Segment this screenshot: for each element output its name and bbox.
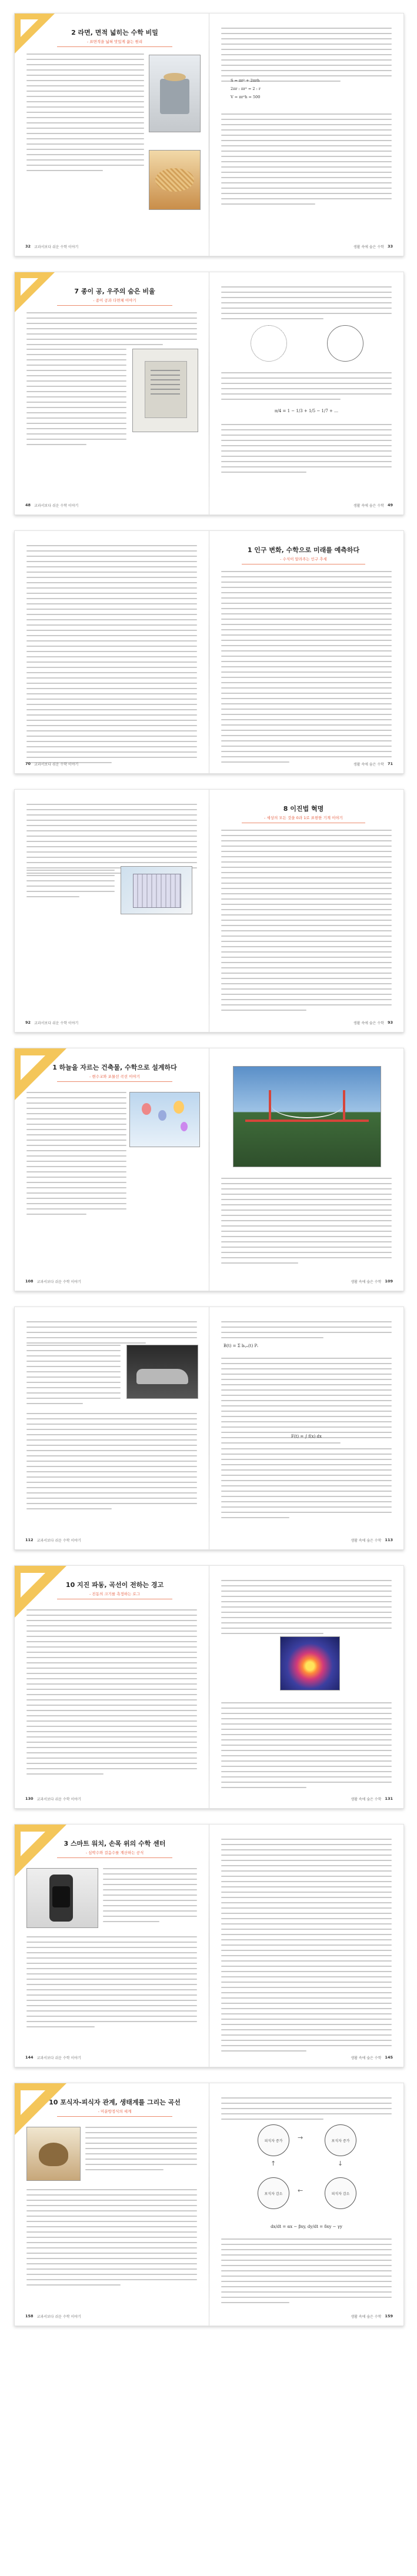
noodle-cup-photo <box>149 55 201 132</box>
body-text <box>221 830 392 1015</box>
book-spread-7 <box>14 1565 404 1809</box>
book-title: 생활 속에 숨은 수학 <box>353 503 384 508</box>
page-number: 159 <box>385 2314 393 2318</box>
formula-line: V = πr²h = 500 <box>231 95 261 99</box>
book-spread-4 <box>14 789 404 1033</box>
page-number: 109 <box>385 1279 393 1284</box>
formula-block <box>231 78 261 99</box>
left-page <box>15 531 209 773</box>
body-text <box>221 372 392 404</box>
section-subtitle: - 미분방정식의 세계 <box>98 2109 132 2114</box>
page-number: 113 <box>385 1538 393 1542</box>
section-subtitle: - 세상의 모든 것을 0과 1로 표현한 기계 이야기 <box>264 816 343 820</box>
page-footer <box>25 502 198 509</box>
balloon-photo <box>129 1092 200 1147</box>
body-text <box>221 1321 392 1342</box>
body-text <box>26 2189 197 2290</box>
book-title: 생활 속에 숨은 수학 <box>351 1538 382 1543</box>
arrow-right-icon: → <box>298 2134 303 2141</box>
page-footer <box>220 760 393 767</box>
arrow-left-icon: ← <box>298 2187 303 2194</box>
page-footer <box>220 1795 393 1802</box>
book-spread-9 <box>14 2083 404 2326</box>
page-footer <box>25 1795 198 1802</box>
book-spread-6 <box>14 1307 404 1550</box>
page-footer <box>220 2313 393 2320</box>
right-page <box>209 272 403 514</box>
car-photo <box>126 1345 198 1399</box>
section-heading <box>32 28 197 47</box>
paper-ball-photo <box>132 349 198 432</box>
section-heading <box>32 2097 197 2117</box>
body-text <box>221 1178 392 1268</box>
section-subtitle: - 종이 공과 다면체 이야기 <box>93 298 136 303</box>
section-title: 8 이진법 혁명 <box>283 805 324 813</box>
series-formula: π/4 = 1 − 1/3 + 1/5 − 1/7 + … <box>274 409 339 413</box>
right-page <box>209 1307 403 1549</box>
page-number: 92 <box>25 1020 31 1025</box>
page-number: 33 <box>387 244 393 249</box>
page-footer <box>220 502 393 509</box>
page-footer <box>25 760 198 767</box>
page-number: 145 <box>385 2055 393 2060</box>
right-page <box>209 14 403 256</box>
section-heading <box>32 1580 197 1599</box>
page-number: 48 <box>25 503 31 507</box>
body-text <box>26 1413 197 1513</box>
page-number: 93 <box>387 1020 393 1025</box>
page-footer <box>25 243 198 250</box>
book-title: 생활 속에 숨은 수학 <box>353 762 384 767</box>
body-text <box>221 286 392 323</box>
section-heading <box>32 286 197 306</box>
section-title: 2 라면, 면적 넓히는 수학 비밀 <box>71 29 158 36</box>
page-footer <box>220 243 393 250</box>
body-text <box>221 1702 392 1792</box>
section-title: 1 하늘을 자르는 건축물, 수학으로 설계하다 <box>52 1064 177 1071</box>
book-title: 교과서보다 쉬운 수학 이야기 <box>34 503 79 508</box>
left-page <box>15 790 209 1032</box>
book-title: 교과서보다 쉬운 수학 이야기 <box>34 245 79 249</box>
smartwatch-photo <box>26 1868 98 1928</box>
body-text <box>221 1839 392 2056</box>
book-title: 생활 속에 숨은 수학 <box>351 1279 382 1284</box>
section-heading <box>215 545 392 564</box>
body-text <box>26 870 115 901</box>
page-footer <box>220 1536 393 1543</box>
book-spread-3 <box>14 530 404 774</box>
left-page <box>15 1048 209 1291</box>
left-page <box>15 2083 209 2326</box>
machine-photo <box>121 866 192 914</box>
book-title: 교과서보다 쉬운 수학 이야기 <box>34 762 79 767</box>
section-subtitle: - 현수교와 포물선 곡선 이야기 <box>89 1074 140 1079</box>
page-number: 108 <box>25 1279 34 1284</box>
body-text <box>26 312 197 349</box>
section-subtitle: - 심박수와 걸음수를 계산하는 공식 <box>85 1850 144 1855</box>
cycle-node: 피식자 감소 <box>325 2177 356 2209</box>
book-title: 교과서보다 쉬운 수학 이야기 <box>36 2056 81 2060</box>
book-spread-8 <box>14 1824 404 2067</box>
body-text <box>221 2238 392 2307</box>
left-page <box>15 14 209 256</box>
body-text <box>26 1609 197 1779</box>
page-footer <box>25 1536 198 1543</box>
book-spread-2 <box>14 272 404 515</box>
page-footer <box>220 1019 393 1026</box>
body-text <box>221 1580 392 1638</box>
page-footer <box>25 1019 198 1026</box>
body-text <box>26 545 197 767</box>
section-subtitle: - 수식이 알려주는 인구 추세 <box>280 557 327 562</box>
section-title: 1 인구 변화, 수학으로 미래를 예측하다 <box>247 546 360 554</box>
left-page <box>15 1825 209 2067</box>
book-title: 생활 속에 숨은 수학 <box>351 1797 382 1802</box>
body-text <box>26 1345 121 1408</box>
body-text <box>221 1448 392 1522</box>
book-title: 교과서보다 쉬운 수학 이야기 <box>36 1279 81 1284</box>
body-text <box>26 54 144 175</box>
right-page <box>209 1566 403 1808</box>
page-number: 158 <box>25 2314 34 2318</box>
section-title: 7 종이 공, 우주의 숨은 비율 <box>74 288 155 295</box>
page-number: 71 <box>387 761 393 766</box>
body-text <box>26 1092 126 1219</box>
formula-line: 2πr : πr² = 2 : r <box>231 86 261 91</box>
body-text <box>221 2097 392 2124</box>
circle-diagram <box>327 325 363 362</box>
book-title: 교과서보다 쉬운 수학 이야기 <box>36 2314 81 2319</box>
body-text <box>221 28 392 86</box>
body-text <box>221 424 392 477</box>
book-title: 교과서보다 쉬운 수학 이야기 <box>36 1797 81 1802</box>
page-number: 131 <box>385 1796 393 1801</box>
section-title: 10 지진 파동, 곡선이 전하는 경고 <box>65 1581 164 1589</box>
page-number: 144 <box>25 2055 34 2060</box>
body-text <box>103 1868 197 1926</box>
page-footer <box>25 2313 198 2320</box>
page-number: 70 <box>25 761 31 766</box>
arrow-up-icon: ↑ <box>271 2160 276 2167</box>
right-page <box>209 1048 403 1291</box>
section-heading <box>215 804 392 823</box>
book-title: 생활 속에 숨은 수학 <box>351 2314 382 2319</box>
body-text <box>26 1321 197 1348</box>
right-page <box>209 531 403 773</box>
section-heading <box>32 1063 197 1082</box>
right-page <box>209 790 403 1032</box>
book-spread-5 <box>14 1048 404 1291</box>
lotka-volterra-formula: dx/dt = αx − βxy, dy/dt = δxy − γy <box>271 2224 342 2229</box>
body-text <box>85 2127 197 2174</box>
bezier-formula: B(t) = Σ bᵢ,ₙ(t) Pᵢ <box>223 1344 258 1348</box>
section-title: 10 포식자-피식자 관계, 생태계를 그리는 곡선 <box>49 2099 181 2106</box>
suspension-bridge-photo <box>233 1066 381 1167</box>
arrow-down-icon: ↓ <box>338 2160 343 2167</box>
book-title: 생활 속에 숨은 수학 <box>353 245 384 249</box>
body-text <box>26 1936 197 2032</box>
page-number: 32 <box>25 244 31 249</box>
page-footer <box>25 1278 198 1285</box>
circle-diagram <box>251 325 287 362</box>
page-number: 49 <box>387 503 393 507</box>
cycle-node: 포식자 감소 <box>258 2177 289 2209</box>
page-footer <box>220 2054 393 2061</box>
right-page <box>209 2083 403 2326</box>
body-text <box>26 349 126 449</box>
book-title: 생활 속에 숨은 수학 <box>353 1021 384 1025</box>
body-text <box>221 113 392 209</box>
book-title: 교과서보다 쉬운 수학 이야기 <box>36 1538 81 1543</box>
section-subtitle: - 진동의 크기를 측정하는 로그 <box>89 1592 140 1596</box>
left-page <box>15 1307 209 1549</box>
section-subtitle: - 표면적을 넓혀 맛있게 끓는 원리 <box>86 39 143 44</box>
formula-line: S = πr² + 2πrh <box>231 78 260 83</box>
page-number: 112 <box>25 1538 34 1542</box>
right-page <box>209 1825 403 2067</box>
section-title: 3 스마트 워치, 손목 위의 수학 센터 <box>64 1840 166 1847</box>
integral-formula: F(t) = ∫ f(x) dx <box>291 1434 322 1439</box>
left-page <box>15 1566 209 1808</box>
book-title: 생활 속에 숨은 수학 <box>351 2056 382 2060</box>
page-footer <box>220 1278 393 1285</box>
body-text <box>221 571 392 767</box>
page-number: 130 <box>25 1796 34 1801</box>
section-heading <box>32 1839 197 1858</box>
animal-photo <box>26 2127 81 2181</box>
page-footer <box>25 2054 198 2061</box>
cycle-node: 피식자 증가 <box>258 2124 289 2156</box>
left-page <box>15 272 209 514</box>
cycle-node: 포식자 증가 <box>325 2124 356 2156</box>
book-title: 교과서보다 쉬운 수학 이야기 <box>34 1021 79 1025</box>
noodle-photo <box>149 150 201 210</box>
seismic-wave-image <box>280 1636 340 1690</box>
book-spread-1 <box>14 13 404 256</box>
